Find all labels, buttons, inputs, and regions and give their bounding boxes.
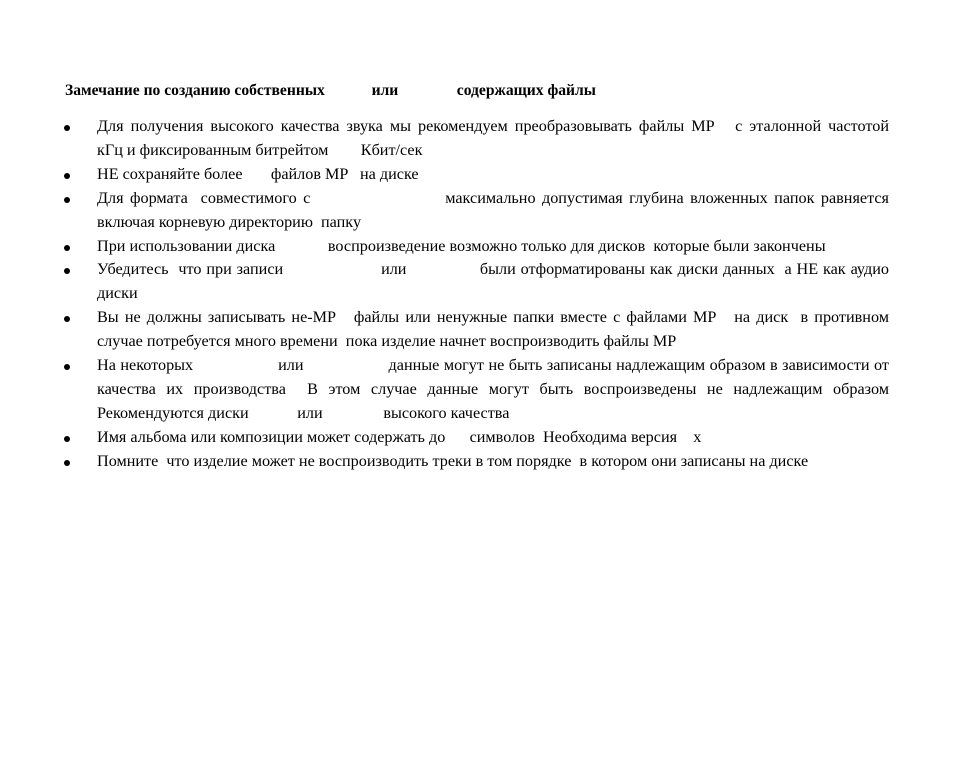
list-item-text: Для получения высокого качества звука мы рекомендуем преобразовывать файлы MP с эталонной частотой кГц и фиксированным битрейтом Кбит/сек	[97, 117, 926, 159]
list-item-text: Имя альбома или композиции может содержать до символов Необходима версия x	[97, 427, 702, 446]
list-item-text: Для формата совместимого с максимально допустимая глубина вложенных папок равняется включая корневую директорию папку	[97, 188, 910, 231]
list-item	[97, 258, 894, 306]
notes-list	[97, 115, 926, 474]
bullet-icon	[64, 187, 74, 211]
section-heading: Замечание по созданию собственных или содержащих файлы	[65, 82, 596, 99]
list-item-text: Помните что изделие может не воспроизводить треки в том порядке в котором они записаны на диске	[97, 451, 809, 470]
bullet-icon	[64, 258, 74, 282]
list-item	[97, 354, 898, 426]
list-item-text: Вы не должны записывать не-MP файлы или ненужные папки вместе с файлами MP на диск в противном случае потребуется много времени пока изделие начнет воспроизводить файлы MP	[97, 308, 894, 351]
list-item	[97, 115, 926, 163]
list-item-text: При использовании диска воспроизведение возможно только для дисков которые были закончены	[97, 236, 826, 255]
bullet-icon	[64, 450, 74, 474]
list-item-text: Убедитесь что при записи или были отформатированы как диски данных а НЕ как аудио диски	[97, 260, 894, 303]
list-item	[97, 235, 889, 259]
bullet-icon	[64, 235, 74, 259]
bullet-icon	[64, 354, 74, 378]
bullet-icon	[64, 306, 74, 330]
list-item-text: НЕ сохраняйте более файлов MP на диске	[97, 164, 419, 183]
list-item-text: На некоторых или данные могут не быть записаны надлежащим образом в зависимости от качества их производства В этом случае данные могут быть воспроизведены не надлежащим образом Рекомендуются диски или высокого качества	[97, 356, 898, 422]
list-item	[97, 306, 894, 354]
list-item	[97, 163, 889, 187]
list-item	[97, 187, 910, 235]
bullet-icon	[64, 115, 74, 139]
bullet-icon	[64, 163, 74, 187]
list-item	[97, 450, 889, 474]
list-item	[97, 426, 889, 450]
bullet-icon	[64, 426, 74, 450]
